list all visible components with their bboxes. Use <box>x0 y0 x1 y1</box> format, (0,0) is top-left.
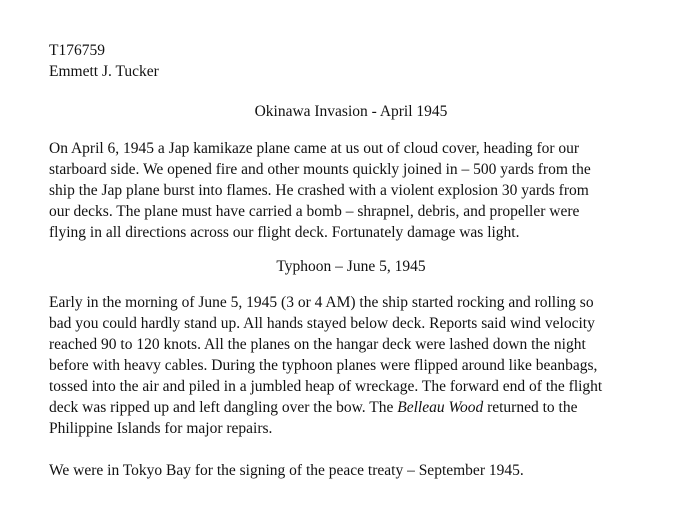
paragraph-line: Early in the morning of June 5, 1945 (3 or 4 AM) the ship started rocking and rolling so <box>49 294 594 311</box>
paragraph-line: reached 90 to 120 knots. All the planes on the hangar deck were lashed down the night <box>49 336 586 353</box>
paragraph-line: Philippine Islands for major repairs. <box>49 420 273 437</box>
paragraph-line: flying in all directions across our flight deck. Fortunately damage was light. <box>49 224 520 241</box>
paragraph-typhoon <box>49 292 700 439</box>
paragraph-line: our decks. The plane must have carried a bomb – shrapnel, debris, and propeller were <box>49 203 580 220</box>
text-before-ship-name: deck was ripped up and left dangling over the bow. The <box>49 399 398 416</box>
author-name: Emmett J. Tucker <box>49 63 159 80</box>
paragraph-line-ship <box>49 397 700 418</box>
paragraph-okinawa <box>49 138 700 243</box>
section-heading-typhoon: Typhoon – June 5, 1945 <box>276 258 426 275</box>
paragraph-line: On April 6, 1945 a Jap kamikaze plane came at us out of cloud cover, heading for our <box>49 140 580 157</box>
section-heading-okinawa: Okinawa Invasion - April 1945 <box>254 103 448 120</box>
paragraph-line: before with heavy cables. During the typhoon planes were flipped around like beanbags, <box>49 357 598 374</box>
paragraph-line: bad you could hardly stand up. All hands stayed below deck. Reports said wind velocity <box>49 315 595 332</box>
text-after-ship-name: returned to the <box>483 399 578 416</box>
document-id: T176759 <box>49 42 105 59</box>
paragraph-line: starboard side. We opened fire and other mounts quickly joined in – 500 yards from the <box>49 161 591 178</box>
ship-name: Belleau Wood <box>397 399 484 416</box>
paragraph-line: ship the Jap plane burst into flames. He crashed with a violent explosion 30 yards from <box>49 182 589 199</box>
closing-paragraph: We were in Tokyo Bay for the signing of the peace treaty – September 1945. <box>49 462 524 479</box>
paragraph-line: tossed into the air and piled in a jumbled heap of wreckage. The forward end of the flight <box>49 378 603 395</box>
